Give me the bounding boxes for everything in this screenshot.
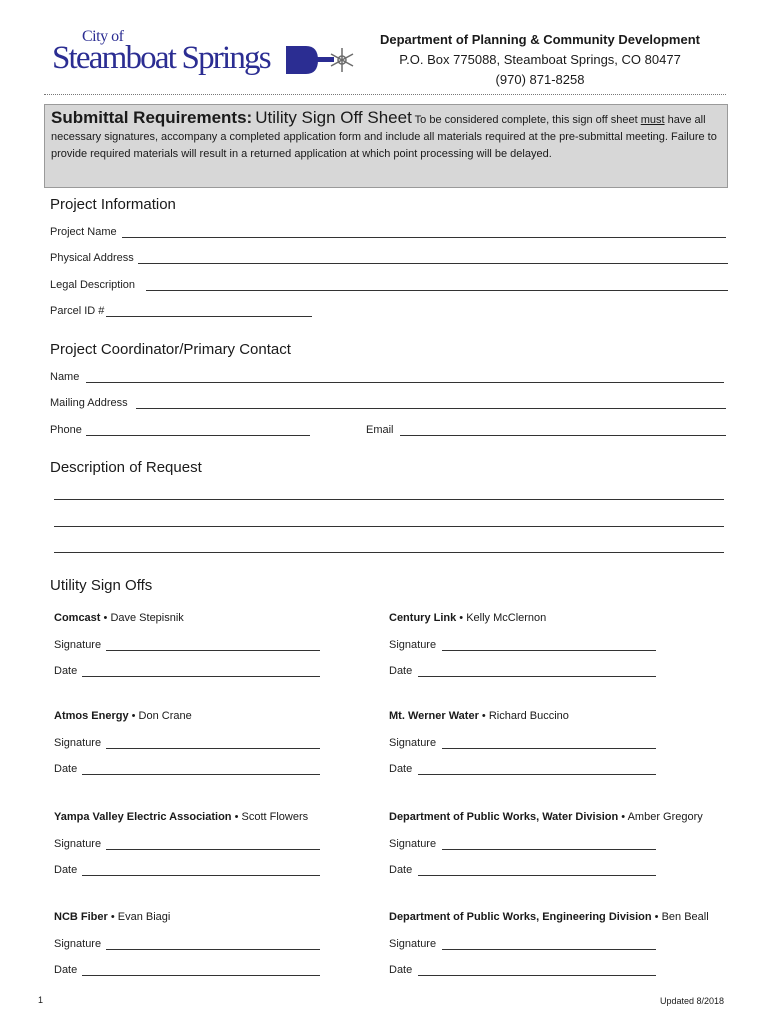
signature-label: Signature	[389, 639, 437, 651]
contact-name-field[interactable]	[86, 382, 724, 383]
signature-label: Signature	[389, 838, 437, 850]
century-link-date-field[interactable]	[418, 676, 656, 677]
phone-field[interactable]	[86, 435, 310, 436]
email-label: Email	[366, 424, 394, 436]
signature-label: Signature	[54, 737, 102, 749]
signoff-comcast: Comcast • Dave Stepisnik	[54, 612, 184, 624]
atmos-date-field[interactable]	[82, 774, 320, 775]
requirements-title: Utility Sign Off Sheet	[255, 108, 412, 127]
physical-address-label: Physical Address	[50, 252, 134, 264]
signoff-atmos-energy: Atmos Energy • Don Crane	[54, 710, 192, 722]
page-number: 1	[38, 995, 44, 1005]
city-logo	[52, 28, 362, 82]
logo-name-text: Steamboat Springs	[52, 40, 270, 76]
contact-heading: Project Coordinator/Primary Contact	[50, 341, 291, 358]
signature-label: Signature	[389, 938, 437, 950]
pw-engineering-date-field[interactable]	[418, 975, 656, 976]
requirements-title-bold: Submittal Requirements:	[51, 108, 253, 127]
requirements-box	[44, 104, 728, 188]
ncb-signature-field[interactable]	[106, 949, 320, 950]
email-field[interactable]	[400, 435, 726, 436]
updated-date: Updated 8/2018	[660, 996, 725, 1006]
yampa-signature-field[interactable]	[106, 849, 320, 850]
contact-name-label: Name	[50, 371, 80, 383]
description-heading: Description of Request	[50, 459, 202, 476]
signoff-century-link: Century Link • Kelly McClernon	[389, 612, 547, 624]
pw-engineering-signature-field[interactable]	[442, 949, 656, 950]
description-line-2[interactable]	[54, 526, 724, 527]
signature-label: Signature	[54, 838, 102, 850]
comcast-signature-field[interactable]	[106, 650, 320, 651]
physical-address-field[interactable]	[138, 263, 728, 264]
department-name: Department of Planning & Community Development	[380, 32, 700, 47]
requirements-text-a: To be considered complete, this sign off sheet	[414, 114, 638, 126]
signature-label: Signature	[389, 737, 437, 749]
signature-label: Signature	[54, 639, 102, 651]
mailing-address-field[interactable]	[136, 408, 726, 409]
header-divider	[44, 94, 726, 95]
description-line-3[interactable]	[54, 552, 724, 553]
pw-water-signature-field[interactable]	[442, 849, 656, 850]
signoff-public-works-water: Department of Public Works, Water Division • Amber Gregory	[389, 811, 703, 823]
date-label: Date	[54, 964, 78, 976]
date-label: Date	[389, 864, 413, 876]
requirements-must: must	[640, 114, 665, 126]
signoff-mt-werner-water: Mt. Werner Water • Richard Buccino	[389, 710, 569, 722]
project-name-label: Project Name	[50, 226, 117, 238]
mailing-address-label: Mailing Address	[50, 397, 128, 409]
mt-werner-signature-field[interactable]	[442, 748, 656, 749]
comcast-date-field[interactable]	[82, 676, 320, 677]
century-link-signature-field[interactable]	[442, 650, 656, 651]
yampa-date-field[interactable]	[82, 875, 320, 876]
legal-description-label: Legal Description	[50, 279, 135, 291]
logo-cityof-text: City of	[82, 28, 124, 45]
signoffs-heading: Utility Sign Offs	[50, 577, 153, 594]
paddle-snowflake-icon	[284, 42, 356, 78]
signoff-public-works-engineering: Department of Public Works, Engineering Division • Ben Beall	[389, 911, 709, 923]
ncb-date-field[interactable]	[82, 975, 320, 976]
legal-description-field[interactable]	[146, 290, 728, 291]
date-label: Date	[54, 665, 78, 677]
date-label: Date	[54, 864, 78, 876]
description-line-1[interactable]	[54, 499, 724, 500]
parcel-id-label: Parcel ID #	[50, 305, 105, 317]
date-label: Date	[389, 763, 413, 775]
date-label: Date	[389, 665, 413, 677]
mt-werner-date-field[interactable]	[418, 774, 656, 775]
signoff-ncb-fiber: NCB Fiber • Evan Biagi	[54, 911, 171, 923]
date-label: Date	[54, 763, 78, 775]
date-label: Date	[389, 964, 413, 976]
pw-water-date-field[interactable]	[418, 875, 656, 876]
phone-label: Phone	[50, 424, 82, 436]
project-info-heading: Project Information	[50, 196, 176, 213]
parcel-id-field[interactable]	[106, 316, 312, 317]
signature-label: Signature	[54, 938, 102, 950]
signoff-yampa-valley-electric: Yampa Valley Electric Association • Scott Flowers	[54, 811, 309, 823]
department-address: P.O. Box 775088, Steamboat Springs, CO 80477	[399, 52, 681, 67]
requirements-text-b: have all necessary signatures, accompany a completed application form and include all materials required at the pre-submittal meeting. Failure to provide required materials will result in a returned application at which point processing will be delayed.	[51, 114, 717, 160]
atmos-signature-field[interactable]	[106, 748, 320, 749]
project-name-field[interactable]	[122, 237, 726, 238]
department-info	[380, 30, 700, 90]
department-phone: (970) 871-8258	[495, 72, 585, 87]
